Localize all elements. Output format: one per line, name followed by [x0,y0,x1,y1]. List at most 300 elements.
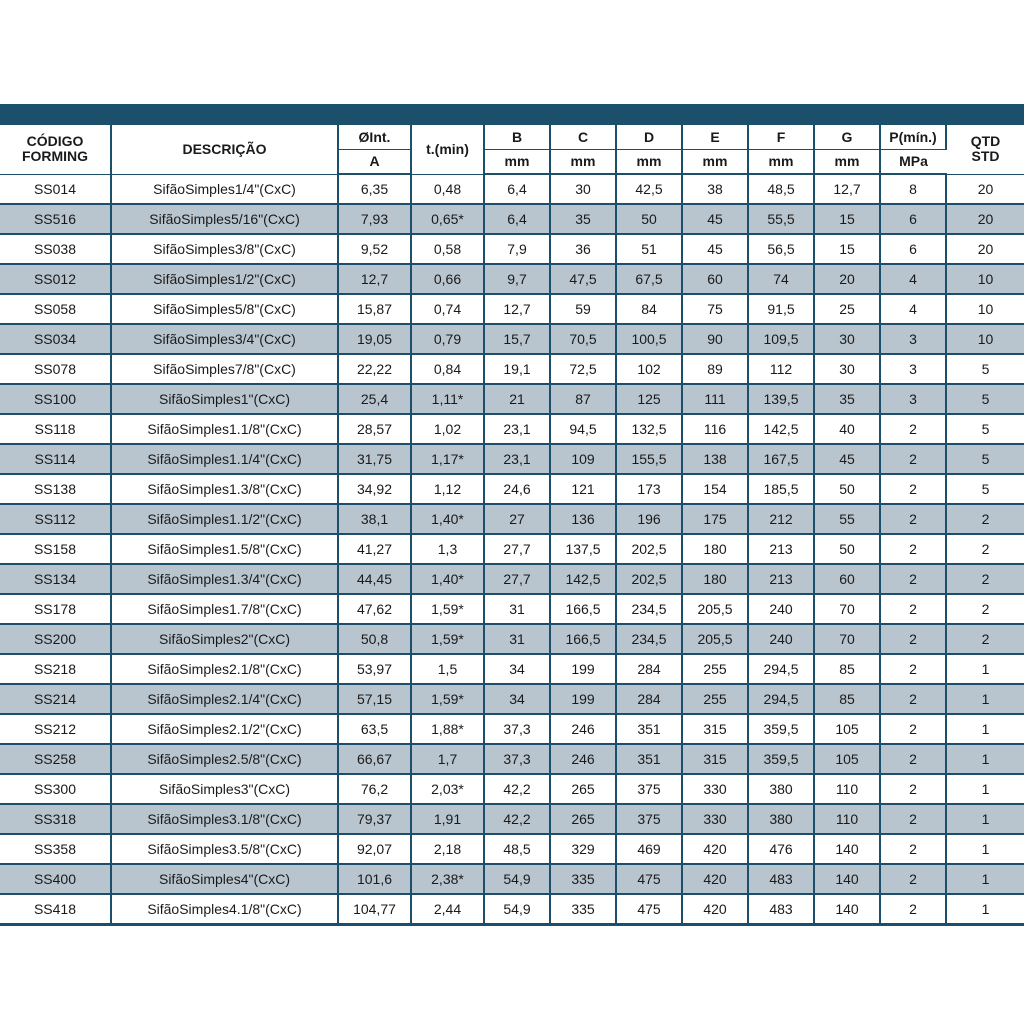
cell-pmin: 3 [880,324,946,354]
cell-descricao: SifãoSimples7/8"(CxC) [111,354,338,384]
cell-qtd: 2 [946,624,1024,654]
cell-codigo: SS400 [0,864,111,894]
cell-e: 154 [682,474,748,504]
cell-codigo: SS212 [0,714,111,744]
cell-b: 37,3 [484,744,550,774]
cell-d: 284 [616,654,682,684]
cell-pmin: 2 [880,654,946,684]
cell-b: 6,4 [484,174,550,204]
cell-f: 483 [748,894,814,925]
cell-b: 23,1 [484,444,550,474]
cell-f: 91,5 [748,294,814,324]
cell-b: 24,6 [484,474,550,504]
cell-e: 420 [682,864,748,894]
cell-pmin: 4 [880,294,946,324]
cell-e: 89 [682,354,748,384]
cell-b: 37,3 [484,714,550,744]
cell-pmin: 2 [880,444,946,474]
cell-b: 15,7 [484,324,550,354]
cell-codigo: SS112 [0,504,111,534]
cell-codigo: SS100 [0,384,111,414]
cell-b: 31 [484,594,550,624]
table-row [0,684,1024,714]
cell-descricao: SifãoSimples3"(CxC) [111,774,338,804]
cell-descricao: SifãoSimples1.1/4"(CxC) [111,444,338,474]
cell-g: 140 [814,894,880,925]
cell-diam: 9,52 [338,234,411,264]
cell-d: 375 [616,774,682,804]
header-g-unit: mm [814,150,880,175]
cell-d: 132,5 [616,414,682,444]
cell-c: 109 [550,444,616,474]
cell-g: 70 [814,624,880,654]
cell-codigo: SS058 [0,294,111,324]
table-row [0,834,1024,864]
cell-e: 315 [682,744,748,774]
cell-d: 351 [616,714,682,744]
cell-codigo: SS078 [0,354,111,384]
cell-pmin: 2 [880,534,946,564]
cell-d: 202,5 [616,534,682,564]
table-row [0,594,1024,624]
cell-diam: 31,75 [338,444,411,474]
cell-b: 42,2 [484,804,550,834]
cell-c: 246 [550,744,616,774]
cell-diam: 101,6 [338,864,411,894]
cell-e: 45 [682,204,748,234]
cell-e: 180 [682,534,748,564]
header-qtd [946,125,1024,174]
cell-diam: 76,2 [338,774,411,804]
header-e-unit: mm [682,150,748,175]
cell-tmin: 1,02 [411,414,484,444]
cell-diam: 50,8 [338,624,411,654]
cell-descricao: SifãoSimples1.3/8"(CxC) [111,474,338,504]
cell-codigo: SS418 [0,894,111,925]
cell-d: 102 [616,354,682,384]
cell-codigo: SS258 [0,744,111,774]
cell-diam: 41,27 [338,534,411,564]
cell-codigo: SS114 [0,444,111,474]
cell-qtd: 1 [946,804,1024,834]
cell-pmin: 6 [880,234,946,264]
cell-b: 31 [484,624,550,654]
cell-g: 140 [814,864,880,894]
header-c: C [550,125,616,150]
cell-tmin: 2,18 [411,834,484,864]
table-row [0,444,1024,474]
table-row [0,864,1024,894]
cell-g: 70 [814,594,880,624]
cell-c: 265 [550,774,616,804]
cell-diam: 7,93 [338,204,411,234]
cell-diam: 22,22 [338,354,411,384]
cell-pmin: 2 [880,864,946,894]
cell-descricao: SifãoSimples2.1/2"(CxC) [111,714,338,744]
cell-codigo: SS516 [0,204,111,234]
table-row [0,234,1024,264]
cell-diam: 19,05 [338,324,411,354]
cell-qtd: 10 [946,264,1024,294]
cell-tmin: 0,65* [411,204,484,234]
cell-tmin: 1,59* [411,624,484,654]
cell-e: 315 [682,714,748,744]
table-row [0,414,1024,444]
cell-qtd: 1 [946,654,1024,684]
cell-pmin: 3 [880,354,946,384]
cell-e: 255 [682,684,748,714]
cell-c: 137,5 [550,534,616,564]
cell-diam: 92,07 [338,834,411,864]
cell-qtd: 20 [946,234,1024,264]
cell-pmin: 2 [880,474,946,504]
cell-descricao: SifãoSimples4.1/8"(CxC) [111,894,338,925]
cell-c: 121 [550,474,616,504]
table-body [0,174,1024,925]
cell-d: 84 [616,294,682,324]
cell-tmin: 1,40* [411,564,484,594]
cell-qtd: 1 [946,864,1024,894]
cell-qtd: 20 [946,174,1024,204]
cell-g: 140 [814,834,880,864]
cell-tmin: 1,3 [411,534,484,564]
cell-e: 45 [682,234,748,264]
cell-f: 380 [748,804,814,834]
cell-descricao: SifãoSimples1.3/4"(CxC) [111,564,338,594]
cell-c: 166,5 [550,594,616,624]
cell-codigo: SS300 [0,774,111,804]
cell-g: 105 [814,714,880,744]
cell-b: 27,7 [484,564,550,594]
cell-descricao: SifãoSimples1.5/8"(CxC) [111,534,338,564]
cell-descricao: SifãoSimples1/2"(CxC) [111,264,338,294]
cell-descricao: SifãoSimples1"(CxC) [111,384,338,414]
header-b-unit: mm [484,150,550,175]
cell-tmin: 1,12 [411,474,484,504]
cell-codigo: SS214 [0,684,111,714]
cell-d: 234,5 [616,594,682,624]
table-row [0,264,1024,294]
cell-b: 54,9 [484,864,550,894]
cell-qtd: 1 [946,834,1024,864]
cell-e: 116 [682,414,748,444]
cell-tmin: 1,88* [411,714,484,744]
cell-c: 94,5 [550,414,616,444]
cell-g: 60 [814,564,880,594]
cell-d: 284 [616,684,682,714]
cell-codigo: SS134 [0,564,111,594]
cell-e: 330 [682,774,748,804]
cell-c: 72,5 [550,354,616,384]
cell-codigo: SS138 [0,474,111,504]
cell-descricao: SifãoSimples1/4"(CxC) [111,174,338,204]
cell-g: 20 [814,264,880,294]
cell-c: 59 [550,294,616,324]
cell-c: 30 [550,174,616,204]
cell-qtd: 1 [946,894,1024,925]
cell-f: 142,5 [748,414,814,444]
cell-b: 27,7 [484,534,550,564]
cell-g: 25 [814,294,880,324]
cell-d: 155,5 [616,444,682,474]
cell-g: 110 [814,774,880,804]
table-header [0,125,1024,174]
cell-f: 213 [748,564,814,594]
cell-f: 55,5 [748,204,814,234]
cell-tmin: 0,48 [411,174,484,204]
cell-qtd: 5 [946,474,1024,504]
cell-b: 19,1 [484,354,550,384]
cell-qtd: 5 [946,354,1024,384]
header-f-unit: mm [748,150,814,175]
cell-f: 476 [748,834,814,864]
cell-tmin: 1,5 [411,654,484,684]
cell-f: 212 [748,504,814,534]
cell-b: 48,5 [484,834,550,864]
header-pmin: P(mín.) [880,125,946,150]
cell-codigo: SS118 [0,414,111,444]
cell-tmin: 0,58 [411,234,484,264]
cell-diam: 28,57 [338,414,411,444]
cell-tmin: 0,84 [411,354,484,384]
cell-g: 85 [814,654,880,684]
cell-b: 6,4 [484,204,550,234]
cell-descricao: SifãoSimples2.5/8"(CxC) [111,744,338,774]
cell-tmin: 1,7 [411,744,484,774]
cell-d: 202,5 [616,564,682,594]
cell-tmin: 1,11* [411,384,484,414]
cell-qtd: 2 [946,564,1024,594]
cell-descricao: SifãoSimples3.1/8"(CxC) [111,804,338,834]
cell-diam: 6,35 [338,174,411,204]
cell-tmin: 1,59* [411,594,484,624]
table-row [0,894,1024,925]
cell-pmin: 2 [880,834,946,864]
cell-d: 351 [616,744,682,774]
cell-d: 67,5 [616,264,682,294]
cell-pmin: 2 [880,624,946,654]
header-b: B [484,125,550,150]
cell-c: 70,5 [550,324,616,354]
table-row [0,384,1024,414]
cell-qtd: 5 [946,384,1024,414]
cell-descricao: SifãoSimples3/4"(CxC) [111,324,338,354]
cell-diam: 25,4 [338,384,411,414]
cell-c: 47,5 [550,264,616,294]
header-e: E [682,125,748,150]
cell-pmin: 2 [880,414,946,444]
cell-codigo: SS038 [0,234,111,264]
table-row [0,534,1024,564]
cell-tmin: 2,03* [411,774,484,804]
table-row [0,744,1024,774]
cell-pmin: 2 [880,684,946,714]
table-row [0,294,1024,324]
cell-pmin: 8 [880,174,946,204]
cell-pmin: 2 [880,804,946,834]
cell-qtd: 5 [946,414,1024,444]
cell-b: 34 [484,654,550,684]
cell-c: 199 [550,654,616,684]
cell-qtd: 5 [946,444,1024,474]
cell-pmin: 2 [880,564,946,594]
cell-b: 9,7 [484,264,550,294]
cell-diam: 15,87 [338,294,411,324]
table-row [0,714,1024,744]
cell-f: 167,5 [748,444,814,474]
header-diam: ØInt. [338,125,411,150]
cell-qtd: 1 [946,714,1024,744]
cell-diam: 47,62 [338,594,411,624]
cell-tmin: 2,38* [411,864,484,894]
cell-codigo: SS178 [0,594,111,624]
cell-f: 294,5 [748,654,814,684]
cell-tmin: 1,17* [411,444,484,474]
cell-d: 125 [616,384,682,414]
cell-c: 335 [550,864,616,894]
cell-c: 335 [550,894,616,925]
cell-e: 205,5 [682,624,748,654]
cell-codigo: SS358 [0,834,111,864]
cell-qtd: 10 [946,324,1024,354]
cell-codigo: SS158 [0,534,111,564]
cell-g: 35 [814,384,880,414]
cell-b: 21 [484,384,550,414]
cell-pmin: 2 [880,504,946,534]
header-diam-unit: A [338,150,411,175]
cell-qtd: 10 [946,294,1024,324]
header-d: D [616,125,682,150]
cell-c: 35 [550,204,616,234]
cell-f: 139,5 [748,384,814,414]
cell-pmin: 2 [880,894,946,925]
cell-pmin: 2 [880,744,946,774]
cell-g: 85 [814,684,880,714]
cell-e: 38 [682,174,748,204]
cell-d: 375 [616,804,682,834]
cell-tmin: 0,66 [411,264,484,294]
cell-f: 294,5 [748,684,814,714]
cell-descricao: SifãoSimples5/8"(CxC) [111,294,338,324]
cell-codigo: SS200 [0,624,111,654]
product-spec-table [0,125,1024,926]
cell-f: 74 [748,264,814,294]
cell-e: 138 [682,444,748,474]
table-row [0,204,1024,234]
cell-diam: 34,92 [338,474,411,504]
header-qtd-line2: STD [971,148,1000,165]
header-g: G [814,125,880,150]
cell-e: 205,5 [682,594,748,624]
cell-c: 136 [550,504,616,534]
header-tmin: t.(min) [411,125,484,174]
cell-qtd: 1 [946,744,1024,774]
cell-e: 111 [682,384,748,414]
header-codigo-line1: CÓDIGO [26,133,84,150]
table-row [0,174,1024,204]
cell-tmin: 1,59* [411,684,484,714]
cell-pmin: 3 [880,384,946,414]
cell-pmin: 6 [880,204,946,234]
cell-diam: 44,45 [338,564,411,594]
table-row [0,654,1024,684]
cell-diam: 66,67 [338,744,411,774]
cell-qtd: 1 [946,774,1024,804]
cell-g: 40 [814,414,880,444]
cell-f: 112 [748,354,814,384]
cell-f: 240 [748,594,814,624]
cell-tmin: 1,91 [411,804,484,834]
cell-c: 142,5 [550,564,616,594]
cell-diam: 104,77 [338,894,411,925]
cell-c: 166,5 [550,624,616,654]
cell-f: 483 [748,864,814,894]
cell-b: 7,9 [484,234,550,264]
cell-b: 34 [484,684,550,714]
cell-f: 213 [748,534,814,564]
cell-e: 420 [682,834,748,864]
header-pmin-unit: MPa [880,150,946,175]
cell-pmin: 2 [880,594,946,624]
cell-e: 90 [682,324,748,354]
cell-pmin: 2 [880,774,946,804]
cell-d: 42,5 [616,174,682,204]
cell-descricao: SifãoSimples2.1/8"(CxC) [111,654,338,684]
cell-qtd: 20 [946,204,1024,234]
cell-d: 475 [616,864,682,894]
cell-descricao: SifãoSimples5/16"(CxC) [111,204,338,234]
table-row [0,774,1024,804]
cell-e: 60 [682,264,748,294]
cell-f: 359,5 [748,714,814,744]
cell-diam: 12,7 [338,264,411,294]
cell-c: 199 [550,684,616,714]
cell-g: 15 [814,204,880,234]
header-codigo [0,125,111,174]
cell-f: 56,5 [748,234,814,264]
cell-d: 234,5 [616,624,682,654]
cell-codigo: SS318 [0,804,111,834]
cell-diam: 57,15 [338,684,411,714]
cell-g: 12,7 [814,174,880,204]
cell-codigo: SS034 [0,324,111,354]
cell-d: 475 [616,894,682,925]
cell-g: 105 [814,744,880,774]
cell-d: 51 [616,234,682,264]
cell-g: 30 [814,324,880,354]
cell-diam: 38,1 [338,504,411,534]
table-row [0,474,1024,504]
cell-g: 15 [814,234,880,264]
cell-diam: 79,37 [338,804,411,834]
cell-f: 359,5 [748,744,814,774]
cell-e: 175 [682,504,748,534]
cell-diam: 53,97 [338,654,411,684]
cell-b: 54,9 [484,894,550,925]
cell-f: 48,5 [748,174,814,204]
cell-g: 45 [814,444,880,474]
table-row [0,804,1024,834]
cell-diam: 63,5 [338,714,411,744]
cell-c: 36 [550,234,616,264]
cell-d: 196 [616,504,682,534]
cell-g: 50 [814,534,880,564]
header-f: F [748,125,814,150]
cell-e: 255 [682,654,748,684]
cell-d: 469 [616,834,682,864]
cell-b: 27 [484,504,550,534]
header-c-unit: mm [550,150,616,175]
